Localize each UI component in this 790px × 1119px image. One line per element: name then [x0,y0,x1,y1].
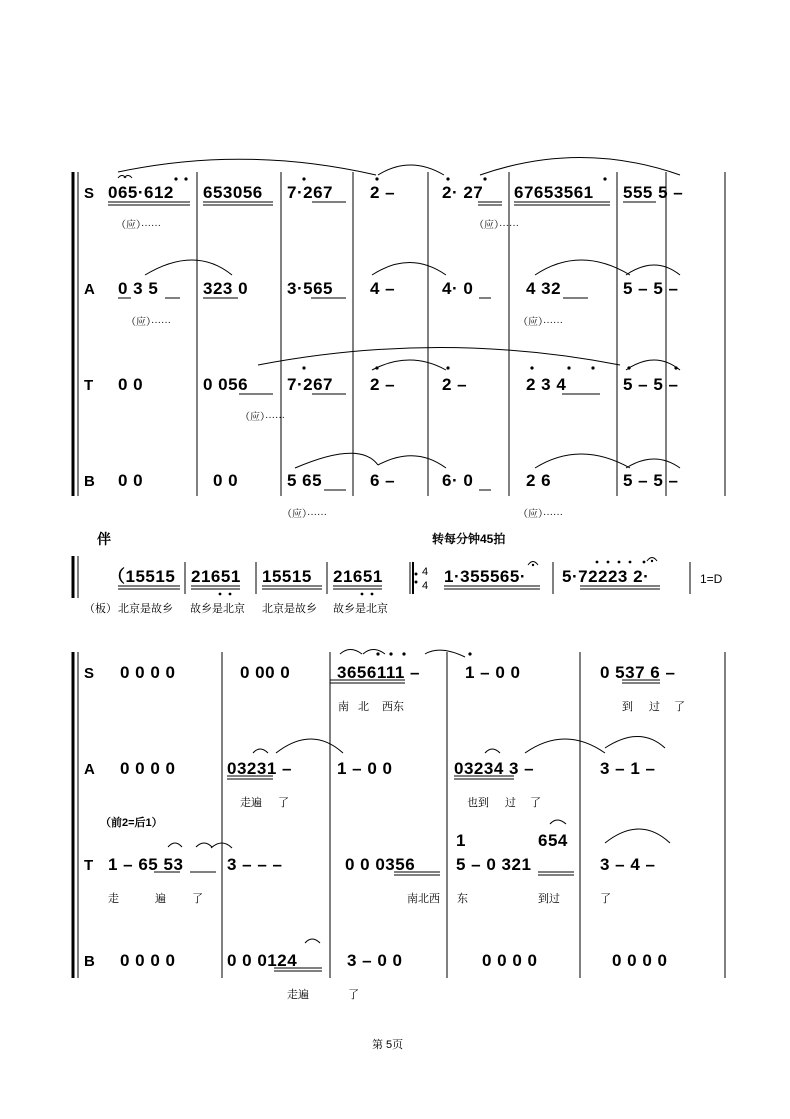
measure: 6· 0 [442,471,474,490]
measure: 3·565 [287,279,333,298]
lyric: 了 [600,893,611,905]
slur [626,459,680,468]
measure: 3 – 4 – [600,855,656,874]
measure: 2 6 [526,471,552,490]
ying-cue: （应）······ [116,220,161,231]
measure: 21651 [191,567,241,586]
lyric: 走遍 [287,989,309,1001]
lyric: 东 [457,893,468,905]
measure: 5 – 0 321 [456,855,532,874]
lyric: 遍 [155,893,166,905]
upper-note: 654 [538,831,568,850]
lyric: 了 [348,989,359,1001]
measure: 0 0 [213,471,239,490]
measure: 0 0 0 0 [120,951,176,970]
lyric: 故乡是北京 [190,603,245,615]
measure: 67653561 [514,183,594,202]
measure: 0 537 6 – [600,663,676,682]
measure: 323 0 [203,279,249,298]
measure: 21651 [333,567,383,586]
voice-label: T [84,377,94,394]
slur [378,165,444,175]
lyric: 了 [192,893,203,905]
measure: 5·72223 2· [562,567,650,586]
lyric: 南 [338,701,349,713]
voice-label: A [84,761,95,778]
key-signature: 1=D [700,572,723,586]
ying-cue: （应）······ [126,317,171,328]
measure: 2 3 4 [526,375,567,394]
page-number: 第 5页 [372,1039,404,1051]
measure: 0 0 0124 [227,951,298,970]
voice-label: A [84,281,95,298]
measure: 065·612 [108,183,174,202]
lyric: 过 [649,701,660,713]
voice-label: B [84,953,95,970]
slur [258,348,620,366]
tenor-note: （前2=后1） [100,817,163,829]
lyric: 走遍 [240,797,262,809]
lyric: 了 [530,797,541,809]
measure: 2 – [370,183,396,202]
measure: 0 0 0 0 [120,759,176,778]
slur [372,360,446,370]
measure: 03231 – [227,759,292,778]
measure: 3 – 0 0 [347,951,403,970]
measure: 15515 [262,567,312,586]
measure: 5 – 5 – [623,279,679,298]
tempo-change: 转每分钟45拍 [432,532,506,546]
measure: 0 0 0 0 [120,663,176,682]
measure: 2 – [370,375,396,394]
measure: 0 0 [118,471,144,490]
lyric: 西东 [382,701,404,713]
ying-cue: （应）······ [518,317,563,328]
measure: 7·267 [287,183,333,202]
slur [118,159,376,175]
lyric: 故乡是北京 [333,603,388,615]
lyric: 了 [674,701,685,713]
measure: 2 – [442,375,468,394]
measure: 0 0 0 0 [612,951,668,970]
voice-label: S [84,665,95,682]
measure: 5 – 5 – [623,471,679,490]
measure: 5 – 5 – [623,375,679,394]
measure: 1 – 0 0 [337,759,393,778]
slur [626,265,680,275]
slur [535,454,630,468]
measure: 0 0 0356 [345,855,416,874]
measure: 555 5 – [623,183,684,202]
voice-label: S [84,185,95,202]
measure: 653056 [203,183,263,202]
measure: 0 00 0 [240,663,291,682]
measure: 2· 27 [442,183,484,202]
lyric: 到过 [538,893,560,905]
accomp-label: 伴 [97,531,111,547]
measure: 7·267 [287,375,333,394]
ying-cue: （应）······ [240,412,285,423]
measure: 1 – 0 0 [465,663,521,682]
slur [535,260,630,275]
lyric: 了 [278,797,289,809]
measure: 3 – 1 – [600,759,656,778]
lyric: 南北西 [407,893,440,905]
lyric: 北京是故乡 [118,603,173,615]
measure: 0 0 [118,375,144,394]
lyric-prefix: （板） [84,603,117,615]
slur [145,260,232,275]
lyric: 过 [505,797,516,809]
measure: 4· 0 [442,279,474,298]
ying-cue: （应）······ [518,509,563,520]
measure: 4 32 [526,279,562,298]
measure: 4 – [370,279,396,298]
measure: 03234 3 – [454,759,535,778]
measure: 5 65 [287,471,323,490]
upper-note: 1 [456,831,466,850]
slur [295,453,378,468]
lyric: 也到 [467,797,489,809]
measure: 0 3 5 [118,279,159,298]
lyric: 北 [358,701,369,713]
ying-cue: （应）······ [474,220,519,231]
measure: 0 056 [203,375,249,394]
slur [378,456,446,468]
voice-label: B [84,473,95,490]
measure: 6 – [370,471,396,490]
slur [372,263,446,276]
lyric: 到 [622,701,633,713]
slur [480,158,680,176]
measure: 1 – 65 53 [108,855,184,874]
slur [626,360,680,370]
lyric: 走 [108,893,119,905]
measure: （15515 [108,567,176,586]
measure: 1·355565· [444,567,527,586]
lyric: 北京是故乡 [262,603,317,615]
ying-cue: （应）······ [282,509,327,520]
voice-label: T [84,857,94,874]
time-signature: 4 4 [421,566,429,592]
measure: 0 0 0 0 [482,951,538,970]
measure: 3656111 – [337,663,420,682]
measure: 3 – – – [227,855,283,874]
